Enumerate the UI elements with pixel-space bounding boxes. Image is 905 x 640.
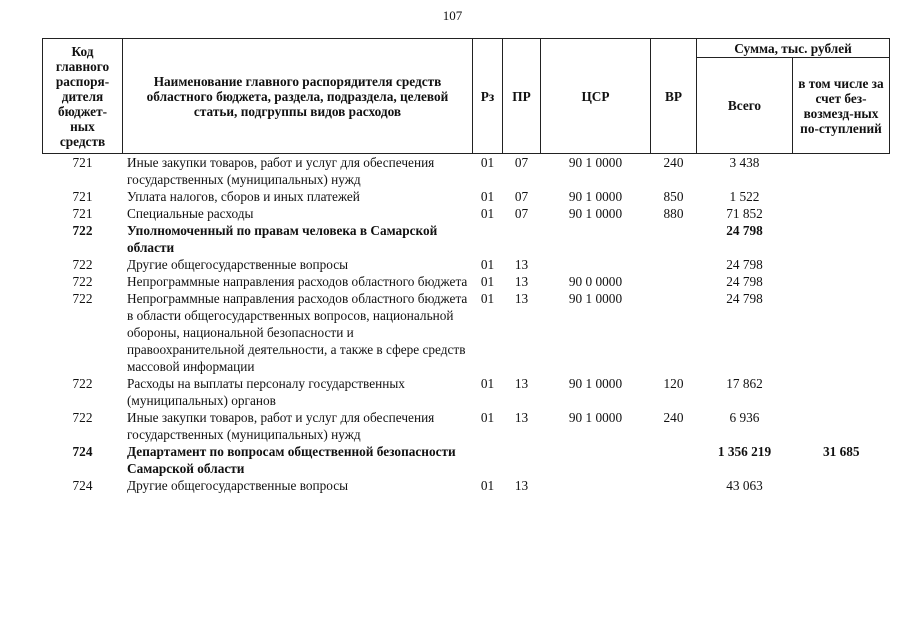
cell-vr xyxy=(651,256,697,273)
cell-pr xyxy=(503,222,541,256)
cell-vr: 240 xyxy=(663,155,684,170)
cell-csr: 90 1 0000 xyxy=(568,189,623,204)
header-rz: Рз xyxy=(473,39,503,154)
cell-name: Специальные расходы xyxy=(127,206,254,221)
header-code: Код главного распоря-дителя бюджет-ных средств xyxy=(43,39,123,154)
table-row xyxy=(43,222,890,256)
cell-pr: 07 xyxy=(514,189,529,204)
cell-csr: 90 1 0000 xyxy=(568,291,623,306)
cell-total: 3 438 xyxy=(729,155,760,170)
page-number: 107 xyxy=(442,8,463,23)
cell-code: 722 xyxy=(72,274,93,289)
cell-pr xyxy=(503,443,541,477)
cell-total: 24 798 xyxy=(726,257,763,272)
cell-total: 43 063 xyxy=(726,478,763,493)
cell-vr: 120 xyxy=(663,376,684,391)
cell-rz xyxy=(473,443,503,477)
cell-code: 724 xyxy=(72,478,93,493)
cell-total: 1 522 xyxy=(729,189,760,204)
cell-code: 724 xyxy=(72,444,93,459)
cell-vr xyxy=(651,290,697,375)
cell-rz: 01 xyxy=(480,155,495,170)
cell-vr: 240 xyxy=(663,410,684,425)
cell-free xyxy=(793,222,890,256)
cell-rz: 01 xyxy=(480,257,495,272)
cell-pr: 07 xyxy=(514,155,529,170)
cell-pr: 13 xyxy=(514,410,529,425)
cell-csr: 90 1 0000 xyxy=(568,206,623,221)
cell-csr: 90 1 0000 xyxy=(568,155,623,170)
cell-code: 722 xyxy=(72,410,93,425)
cell-code: 722 xyxy=(72,223,93,238)
cell-total: 6 936 xyxy=(729,410,760,425)
cell-code: 721 xyxy=(72,189,93,204)
header-name: Наименование главного распорядителя средств областного бюджета, раздела, подраздела, целевой статьи, подгруппы видов расходов xyxy=(123,39,473,154)
table-body xyxy=(43,154,890,495)
header-csr: ЦСР xyxy=(541,39,651,154)
cell-csr: 90 1 0000 xyxy=(568,410,623,425)
cell-total: 17 862 xyxy=(726,376,763,391)
table-row xyxy=(43,256,890,273)
cell-code: 722 xyxy=(72,376,93,391)
cell-name: Другие общегосударственные вопросы xyxy=(127,257,349,272)
cell-pr: 13 xyxy=(514,291,529,306)
header-total: Всего xyxy=(697,58,793,154)
cell-csr xyxy=(541,443,651,477)
cell-free xyxy=(793,205,890,222)
cell-total: 24 798 xyxy=(726,274,763,289)
cell-free xyxy=(793,375,890,409)
header-pr: ПР xyxy=(503,39,541,154)
table-row xyxy=(43,188,890,205)
cell-rz: 01 xyxy=(480,291,495,306)
cell-vr xyxy=(651,443,697,477)
header-free: в том числе за счет без-возмезд-ных по-ступлений xyxy=(793,58,890,154)
cell-free: 31 685 xyxy=(822,444,860,459)
cell-name: Уполномоченный по правам человека в Самарской области xyxy=(127,223,438,255)
cell-csr: 90 1 0000 xyxy=(568,376,623,391)
header-vr: ВР xyxy=(651,39,697,154)
cell-rz: 01 xyxy=(480,410,495,425)
cell-total: 24 798 xyxy=(726,223,763,238)
cell-vr xyxy=(651,222,697,256)
cell-vr xyxy=(651,273,697,290)
cell-csr xyxy=(541,222,651,256)
cell-total: 1 356 219 xyxy=(717,444,772,459)
table-row xyxy=(43,205,890,222)
cell-pr: 13 xyxy=(514,376,529,391)
table-row xyxy=(43,290,890,375)
cell-rz: 01 xyxy=(480,376,495,391)
cell-free xyxy=(793,188,890,205)
cell-total: 71 852 xyxy=(726,206,763,221)
cell-pr: 13 xyxy=(514,257,529,272)
header-sum: Сумма, тыс. рублей xyxy=(697,39,890,58)
cell-vr: 850 xyxy=(663,189,684,204)
budget-table xyxy=(42,38,890,494)
cell-csr: 90 0 0000 xyxy=(568,274,623,289)
cell-rz: 01 xyxy=(480,478,495,493)
cell-vr: 880 xyxy=(663,206,684,221)
cell-name: Иные закупки товаров, работ и услуг для обеспечения государственных (муниципальных) нужд xyxy=(127,410,435,442)
cell-code: 721 xyxy=(72,206,93,221)
cell-free xyxy=(793,273,890,290)
table-row xyxy=(43,409,890,443)
cell-free xyxy=(793,154,890,189)
cell-rz: 01 xyxy=(480,274,495,289)
cell-code: 722 xyxy=(72,291,93,306)
cell-vr xyxy=(651,477,697,494)
cell-name: Иные закупки товаров, работ и услуг для обеспечения государственных (муниципальных) нужд xyxy=(127,155,435,187)
table-row xyxy=(43,154,890,189)
cell-code: 722 xyxy=(72,257,93,272)
cell-free xyxy=(793,256,890,273)
cell-csr xyxy=(541,256,651,273)
cell-pr: 13 xyxy=(514,478,529,493)
table-row xyxy=(43,375,890,409)
cell-name: Департамент по вопросам общественной безопасности Самарской области xyxy=(127,444,456,476)
cell-pr: 13 xyxy=(514,274,529,289)
table-row xyxy=(43,443,890,477)
cell-rz xyxy=(473,222,503,256)
cell-free xyxy=(793,290,890,375)
cell-rz: 01 xyxy=(480,206,495,221)
cell-name: Расходы на выплаты персоналу государственных (муниципальных) органов xyxy=(127,376,405,408)
header-row xyxy=(43,39,890,58)
cell-total: 24 798 xyxy=(726,291,763,306)
cell-csr xyxy=(541,477,651,494)
table-row xyxy=(43,273,890,290)
cell-code: 721 xyxy=(72,155,93,170)
cell-pr: 07 xyxy=(514,206,529,221)
cell-free xyxy=(793,409,890,443)
cell-name: Другие общегосударственные вопросы xyxy=(127,478,349,493)
cell-free xyxy=(793,477,890,494)
cell-rz: 01 xyxy=(480,189,495,204)
cell-name: Уплата налогов, сборов и иных платежей xyxy=(127,189,360,204)
cell-name: Непрограммные направления расходов областного бюджета в области общегосударственных вопросов, национальной обороны, национальной безопасности и правоохранительной деятельности, а также в сфере средств массовой информации xyxy=(127,291,468,374)
table-row xyxy=(43,477,890,494)
cell-name: Непрограммные направления расходов областного бюджета xyxy=(127,274,468,289)
